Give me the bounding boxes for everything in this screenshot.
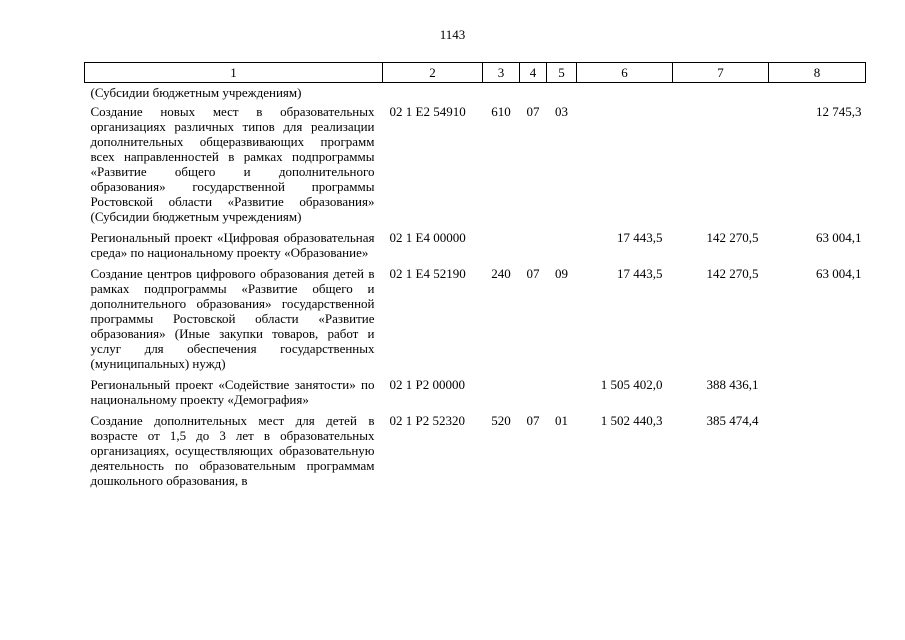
- table-row: [85, 83, 866, 105]
- row-c6: 17 443,5: [617, 266, 663, 281]
- row-c8: [769, 413, 866, 494]
- row-c8: [769, 377, 866, 413]
- row-c6: [577, 83, 673, 105]
- row-c4: 07: [526, 266, 540, 281]
- table-row: [85, 377, 866, 413]
- column-header: 1: [85, 63, 383, 83]
- row-c3: [483, 230, 520, 266]
- row-c4: 07: [526, 413, 540, 428]
- row-c5: [547, 377, 577, 413]
- row-c4: [520, 83, 547, 105]
- row-c7: 142 270,5: [706, 230, 759, 245]
- table-row: [85, 230, 866, 266]
- row-c6: [577, 104, 673, 230]
- row-c4: [520, 377, 547, 413]
- row-name: Региональный проект «Содействие занятости» по национальному проекту «Демография»: [90, 377, 375, 407]
- row-c3: 610: [491, 104, 511, 119]
- row-c6: 17 443,5: [617, 230, 663, 245]
- row-c4: [520, 230, 547, 266]
- row-code: 02 1 E2 54910: [389, 104, 466, 119]
- row-c8: 63 004,1: [816, 266, 862, 281]
- row-c5: [547, 230, 577, 266]
- row-name: Создание дополнительных мест для детей в возрасте от 1,5 до 3 лет в образовательных организациях, осуществляющих образовательную деятельность по образовательным программам дошкольного образования, в: [90, 413, 375, 488]
- row-c3: 240: [491, 266, 511, 281]
- row-c4: 07: [526, 104, 540, 119]
- row-name: Создание центров цифрового образования детей в рамках подпрограммы «Развитие общего и дополнительного образования» государственной программы Ростовской области «Развитие образования» (Иные закупки товаров, работ и услуг для обеспечения государственных (муниципальных) нужд): [90, 266, 375, 371]
- row-c3: [483, 83, 520, 105]
- row-code: [383, 83, 483, 105]
- row-c7: 388 436,1: [706, 377, 759, 392]
- row-c5: [547, 83, 577, 105]
- page-number: 1143: [439, 27, 466, 42]
- row-c7: [673, 83, 769, 105]
- row-c8: 63 004,1: [816, 230, 862, 245]
- row-c7: 385 474,4: [706, 413, 759, 428]
- table-row: [85, 266, 866, 377]
- row-name: (Субсидии бюджетным учреждениям): [90, 85, 302, 100]
- row-c6: 1 505 402,0: [600, 377, 663, 392]
- column-header: 4: [520, 63, 547, 83]
- row-code: 02 1 E4 52190: [389, 266, 466, 281]
- row-c3: 520: [491, 413, 511, 428]
- row-c8: [769, 83, 866, 105]
- row-c6: 1 502 440,3: [600, 413, 663, 428]
- column-header: 8: [769, 63, 866, 83]
- row-c5: 09: [555, 266, 568, 281]
- table-row: [85, 104, 866, 230]
- table-row: [85, 413, 866, 494]
- row-c7: 142 270,5: [706, 266, 759, 281]
- column-header: 7: [673, 63, 769, 83]
- row-code: 02 1 P2 00000: [389, 377, 465, 392]
- row-code: 02 1 E4 00000: [389, 230, 466, 245]
- budget-table: [84, 62, 866, 494]
- row-c7: [673, 104, 769, 230]
- column-header: 2: [383, 63, 483, 83]
- row-name: Создание новых мест в образовательных организациях различных типов для реализации дополнительных общеразвивающих программ всех направленностей в рамках подпрограммы «Развитие общего и дополнительного образования» государственной программы Ростовской области «Развитие образования» (Субсидии бюджетным учреждениям): [90, 104, 375, 224]
- row-c3: [483, 377, 520, 413]
- row-name: Региональный проект «Цифровая образовательная среда» по национальному проекту «Образование»: [90, 230, 375, 260]
- column-header: 3: [483, 63, 520, 83]
- row-code: 02 1 P2 52320: [389, 413, 465, 428]
- column-header: 6: [577, 63, 673, 83]
- row-c5: 01: [555, 413, 568, 428]
- row-c8: 12 745,3: [816, 104, 862, 119]
- row-c5: 03: [555, 104, 568, 119]
- column-header: 5: [547, 63, 577, 83]
- header-row: [85, 63, 866, 83]
